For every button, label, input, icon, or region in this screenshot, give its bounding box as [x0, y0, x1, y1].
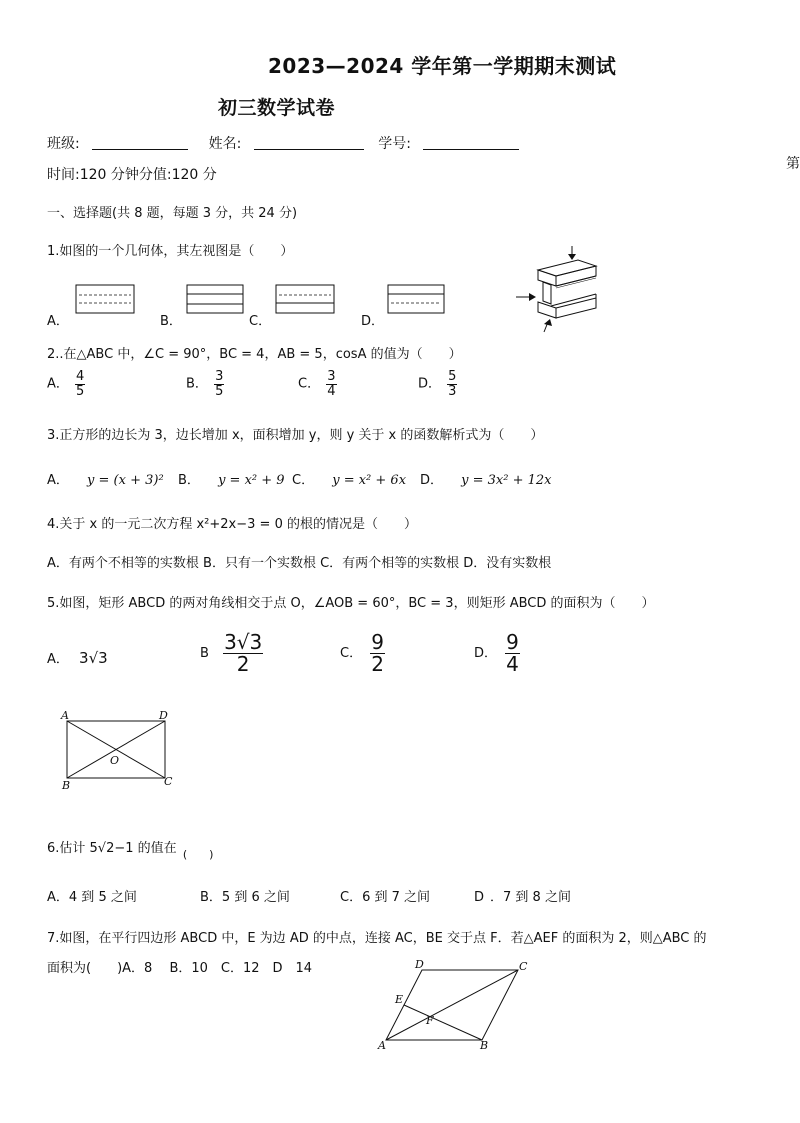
q3-option-c-label: C．: [292, 473, 315, 488]
denominator: 5: [215, 383, 224, 399]
q3-option-c[interactable]: [292, 469, 406, 488]
q5-option-b-fraction: [223, 632, 263, 675]
q7-parallelogram-figure: [374, 958, 534, 1052]
q6-option-d-label: D: [474, 890, 485, 905]
q3-option-b[interactable]: [178, 469, 285, 488]
time-info: 时间:120 分钟分值:120 分: [47, 167, 217, 183]
q2-option-c-fraction: [326, 370, 336, 398]
q3-option-b-label: B．: [178, 473, 200, 488]
exam-title: 2023—2024 学年第一学期期末测试: [268, 54, 617, 78]
q5-option-d-label: D．: [474, 646, 498, 661]
student-info-row: [47, 133, 519, 153]
q6-paren: ( ): [182, 848, 214, 861]
q4-stem: 4.关于 x 的一元二次方程 x²+2x−3 = 0 的根的情况是（ ）: [47, 517, 417, 532]
numerator: 3√3: [224, 630, 263, 654]
q5-option-c-fraction: [370, 632, 385, 675]
point-b: B: [480, 1039, 489, 1052]
q1-option-c-label: C．: [249, 314, 272, 329]
name-field[interactable]: [254, 135, 364, 150]
q1-stem: 1.如图的一个几何体，其左视图是（ ）: [47, 244, 294, 259]
point-d: D: [415, 958, 424, 971]
numerator: 9: [506, 630, 519, 654]
q3-stem: 3.正方形的边长为 3，边长增加 x，面积增加 y，则 y 关于 x 的函数解析式为（ ）: [47, 428, 544, 443]
numerator: 4: [76, 369, 85, 384]
class-field[interactable]: [92, 135, 188, 150]
q5-option-a-label: A．: [47, 652, 69, 667]
q2-option-d[interactable]: [418, 370, 457, 398]
q2-option-b-label: B．: [186, 376, 208, 392]
section-title: 一、选择题(共 8 题，每题 3 分，共 24 分): [47, 206, 298, 221]
q5-option-d[interactable]: [474, 632, 520, 675]
point-f: F: [426, 1014, 434, 1027]
point-c: C: [519, 960, 528, 973]
q6-option-a-label: A．: [47, 890, 69, 905]
q1-option-d-label: D．: [361, 314, 385, 329]
q2-option-c[interactable]: [298, 370, 337, 398]
q4-options[interactable]: A．有两个不相等的实数根 B．只有一个实数根 C．有两个相等的实数根 D．没有实数根: [47, 556, 552, 571]
q2-option-d-label: D．: [418, 376, 442, 392]
point-a: A: [61, 709, 69, 722]
denominator: 2: [371, 652, 384, 676]
q1-option-c-figure: [275, 284, 337, 316]
point-a: A: [378, 1039, 386, 1052]
edge-char: 第: [786, 156, 800, 172]
q6-option-a-text: 4 到 5 之间: [68, 890, 137, 905]
q6-option-b-label: B．: [200, 890, 222, 905]
point-b: B: [62, 779, 71, 792]
q2-option-c-label: C．: [298, 376, 321, 392]
q3-option-c-expr: y = x² + 6x: [332, 473, 407, 488]
q6-option-a[interactable]: [47, 886, 137, 905]
q5-rectangle-figure: [58, 706, 188, 790]
numerator: 5: [448, 369, 457, 384]
point-d: D: [159, 709, 168, 722]
numerator: 9: [371, 630, 384, 654]
q6-option-c-label: C．: [340, 890, 363, 905]
q5-option-b-label: B: [200, 646, 209, 661]
point-e: E: [395, 993, 404, 1006]
q6-option-c-text: 6 到 7 之间: [362, 890, 431, 905]
q2-option-a-fraction: [75, 370, 85, 398]
q3-option-d[interactable]: [420, 469, 552, 488]
q6-option-d[interactable]: [474, 886, 571, 905]
denominator: 4: [506, 652, 519, 676]
q2-stem: 2..在△ABC 中，∠C = 90°，BC = 4，AB = 5，cosA 的值为（ ）: [47, 347, 462, 362]
q1-option-b-figure: [186, 284, 246, 316]
q5-option-a[interactable]: [47, 648, 108, 667]
q1-solid-figure: [512, 242, 622, 342]
q6-option-b-text: 5 到 6 之间: [221, 890, 290, 905]
q3-option-a[interactable]: [47, 469, 164, 488]
q6-option-d-text: ．7 到 8 之间: [490, 890, 571, 905]
q6-stem-row: [47, 837, 214, 861]
q2-option-b[interactable]: [186, 370, 224, 398]
q3-option-a-expr: y = (x + 3)²: [87, 473, 164, 488]
q6-stem: 6.估计 5√2−1 的值在: [47, 841, 177, 856]
class-label: 班级:: [47, 136, 80, 152]
q3-option-d-label: D．: [420, 473, 444, 488]
q1-option-a-figure: [75, 284, 137, 316]
q2-option-a-label: A．: [47, 376, 69, 392]
denominator: 3: [448, 383, 457, 399]
q6-option-c[interactable]: [340, 886, 430, 905]
q5-option-c-label: C．: [340, 646, 363, 661]
q1-option-a-label: A．: [47, 314, 69, 329]
denominator: 2: [236, 652, 250, 676]
q2-option-a[interactable]: [47, 370, 85, 398]
q3-option-d-expr: y = 3x² + 12x: [461, 473, 552, 488]
id-label: 学号:: [378, 136, 411, 152]
point-o: O: [110, 754, 120, 767]
name-label: 姓名:: [208, 136, 242, 152]
id-field[interactable]: [423, 135, 519, 150]
numerator: 3: [215, 369, 224, 384]
q7-stem-line2: 面积为( )A．8 B．10 C．12 D 14: [47, 961, 313, 976]
q6-option-b[interactable]: [200, 886, 290, 905]
point-c: C: [164, 775, 173, 788]
q3-option-a-label: A．: [47, 473, 69, 488]
q1-option-b-label: B．: [160, 314, 182, 329]
q7-stem-line1: 7.如图，在平行四边形 ABCD 中，E 为边 AD 的中点，连接 AC，BE 交于点 F．若△AEF 的面积为 2，则△ABC 的: [47, 931, 707, 946]
exam-subtitle: 初三数学试卷: [218, 97, 336, 119]
denominator: 5: [76, 383, 85, 399]
q3-option-b-expr: y = x² + 9: [218, 473, 285, 488]
numerator: 3: [327, 369, 336, 384]
denominator: 4: [327, 383, 336, 399]
q1-option-d-figure: [387, 284, 447, 316]
q5-option-a-expr: 3√3: [79, 649, 108, 667]
q2-option-d-fraction: [447, 370, 457, 398]
q2-option-b-fraction: [214, 370, 224, 398]
q5-option-b[interactable]: [200, 632, 263, 675]
q5-option-d-fraction: [505, 632, 520, 675]
q5-stem: 5.如图，矩形 ABCD 的两对角线相交于点 O，∠AOB = 60°，BC = 3，则矩形 ABCD 的面积为（ ）: [47, 596, 655, 611]
q5-option-c[interactable]: [340, 632, 385, 675]
